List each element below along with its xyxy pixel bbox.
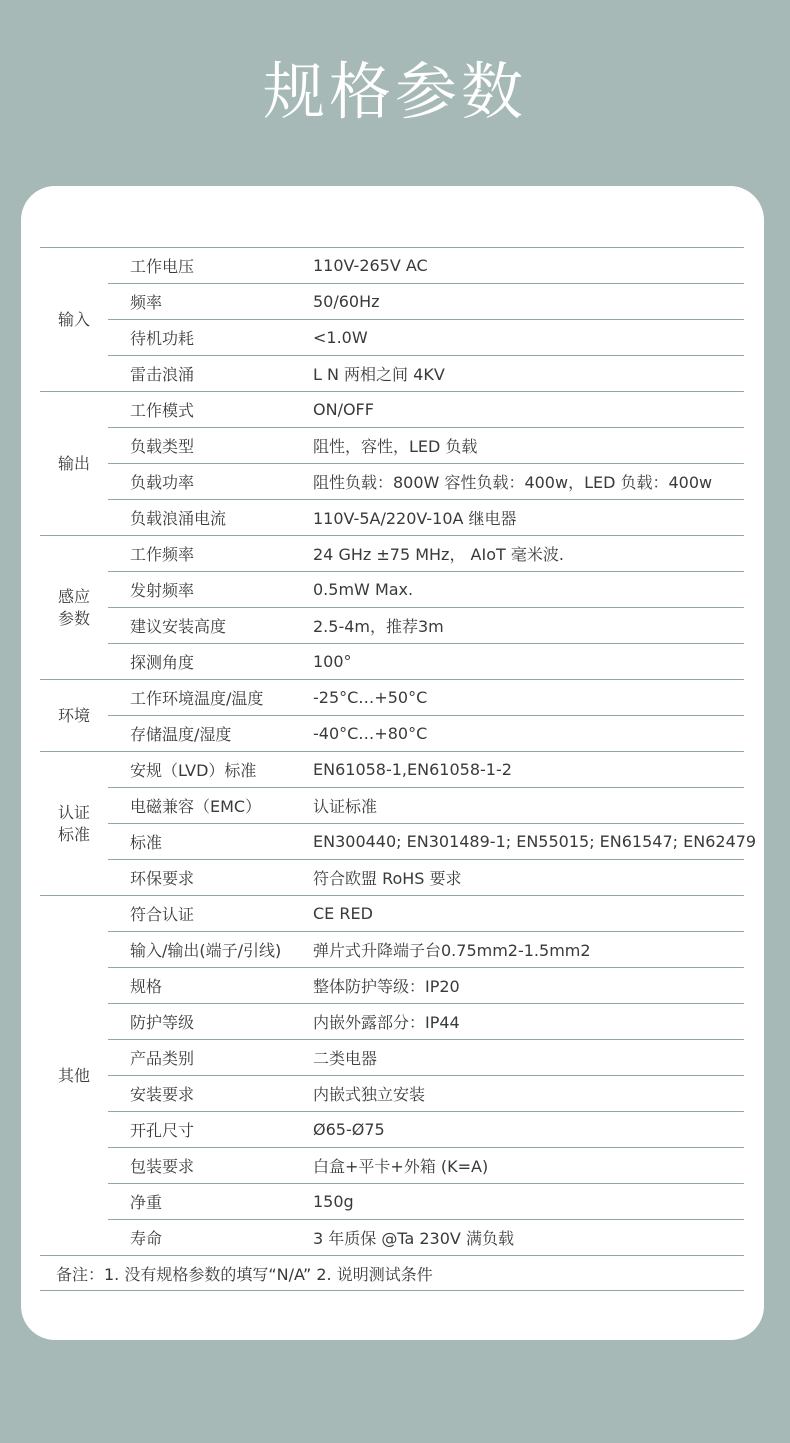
spec-value: -25°C…+50°C	[313, 680, 744, 716]
spec-value: 2.5-4m，推荐3m	[313, 608, 744, 644]
spec-name: 发射频率	[108, 572, 313, 608]
spec-name: 负载功率	[108, 464, 313, 500]
spec-name: 工作频率	[108, 536, 313, 572]
spec-value: -40°C…+80°C	[313, 716, 744, 752]
table-row	[40, 824, 744, 860]
table-row	[40, 752, 744, 788]
table-row	[40, 248, 744, 284]
category-label: 认证 标准	[40, 752, 108, 896]
spec-value: 24 GHz ±75 MHz， AIoT 毫米波.	[313, 536, 744, 572]
table-row	[40, 536, 744, 572]
spec-name: 开孔尺寸	[108, 1112, 313, 1148]
spec-name: 安规（LVD）标准	[108, 752, 313, 788]
table-row	[40, 860, 744, 896]
spec-table-body	[40, 248, 757, 1291]
note-text: 备注：1. 没有规格参数的填写“N/A” 2. 说明测试条件	[40, 1256, 744, 1291]
spec-value: 内嵌外露部分：IP44	[313, 1004, 744, 1040]
spec-value: 100°	[313, 644, 744, 680]
spec-name: 频率	[108, 284, 313, 320]
spec-value: Ø65-Ø75	[313, 1112, 744, 1148]
spec-name: 负载类型	[108, 428, 313, 464]
spec-name: 净重	[108, 1184, 313, 1220]
table-row	[40, 1220, 744, 1256]
table-row	[40, 680, 744, 716]
spec-name: 输入/输出(端子/引线)	[108, 932, 313, 968]
spec-name: 雷击浪涌	[108, 356, 313, 392]
table-row	[40, 968, 744, 1004]
spec-name: 工作环境温度/温度	[108, 680, 313, 716]
table-row	[40, 1184, 744, 1220]
spec-name: 产品类别	[108, 1040, 313, 1076]
spec-name: 探测角度	[108, 644, 313, 680]
spec-value: 符合欧盟 RoHS 要求	[313, 860, 744, 896]
table-row	[40, 608, 744, 644]
spec-name: 建议安装高度	[108, 608, 313, 644]
table-row	[40, 356, 744, 392]
spec-name: 待机功耗	[108, 320, 313, 356]
spec-name: 环保要求	[108, 860, 313, 896]
spec-name: 符合认证	[108, 896, 313, 932]
spec-name: 标准	[108, 824, 313, 860]
spec-name: 负载浪涌电流	[108, 500, 313, 536]
table-row	[40, 1004, 744, 1040]
spec-value: EN300440; EN301489-1; EN55015; EN61547; EN62479	[313, 824, 744, 860]
table-row	[40, 1148, 744, 1184]
spec-name: 防护等级	[108, 1004, 313, 1040]
page-title: 规格参数	[262, 55, 527, 128]
table-row	[40, 284, 744, 320]
category-label: 环境	[40, 680, 108, 752]
table-row	[40, 320, 744, 356]
spec-value: ON/OFF	[313, 392, 744, 428]
spec-name: 存储温度/湿度	[108, 716, 313, 752]
spec-value: CE RED	[313, 896, 744, 932]
category-label: 输出	[40, 392, 108, 536]
spec-value: <1.0W	[313, 320, 744, 356]
table-row	[40, 896, 744, 932]
category-label: 其他	[40, 896, 108, 1256]
spec-card	[21, 186, 764, 1340]
spec-name: 安装要求	[108, 1076, 313, 1112]
table-row	[40, 428, 744, 464]
table-row	[40, 788, 744, 824]
spec-name: 寿命	[108, 1220, 313, 1256]
spec-value: 内嵌式独立安装	[313, 1076, 744, 1112]
table-row	[40, 1112, 744, 1148]
spec-value: 150g	[313, 1184, 744, 1220]
spec-value: 110V-265V AC	[313, 248, 744, 284]
category-label: 感应 参数	[40, 536, 108, 680]
table-row	[40, 932, 744, 968]
spec-name: 规格	[108, 968, 313, 1004]
spec-value: 阻性负载：800W 容性负载：400w，LED 负载：400w	[313, 464, 744, 500]
spec-value: 白盒+平卡+外箱 (K=A)	[313, 1148, 744, 1184]
spec-name: 包装要求	[108, 1148, 313, 1184]
spec-value: 阻性，容性，LED 负载	[313, 428, 744, 464]
table-row	[40, 464, 744, 500]
table-row	[40, 1040, 744, 1076]
note-row	[40, 1256, 744, 1291]
spec-value: 整体防护等级：IP20	[313, 968, 744, 1004]
spec-name: 工作电压	[108, 248, 313, 284]
table-row	[40, 644, 744, 680]
table-row	[40, 572, 744, 608]
spec-value: EN61058-1,EN61058-1-2	[313, 752, 744, 788]
spec-value: 3 年质保 @Ta 230V 满负载	[313, 1220, 744, 1256]
table-row	[40, 500, 744, 536]
table-row	[40, 392, 744, 428]
spec-name: 电磁兼容（EMC）	[108, 788, 313, 824]
table-row	[40, 1076, 744, 1112]
spec-table	[40, 247, 757, 1291]
table-row	[40, 716, 744, 752]
category-label: 输入	[40, 248, 108, 392]
spec-value: 0.5mW Max.	[313, 572, 744, 608]
spec-name: 工作模式	[108, 392, 313, 428]
spec-value: 50/60Hz	[313, 284, 744, 320]
spec-value: 弹片式升降端子台0.75mm2-1.5mm2	[313, 932, 744, 968]
spec-value: 二类电器	[313, 1040, 744, 1076]
spec-value: 认证标准	[313, 788, 744, 824]
spec-value: L N 两相之间 4KV	[313, 356, 744, 392]
spec-value: 110V-5A/220V-10A 继电器	[313, 500, 744, 536]
